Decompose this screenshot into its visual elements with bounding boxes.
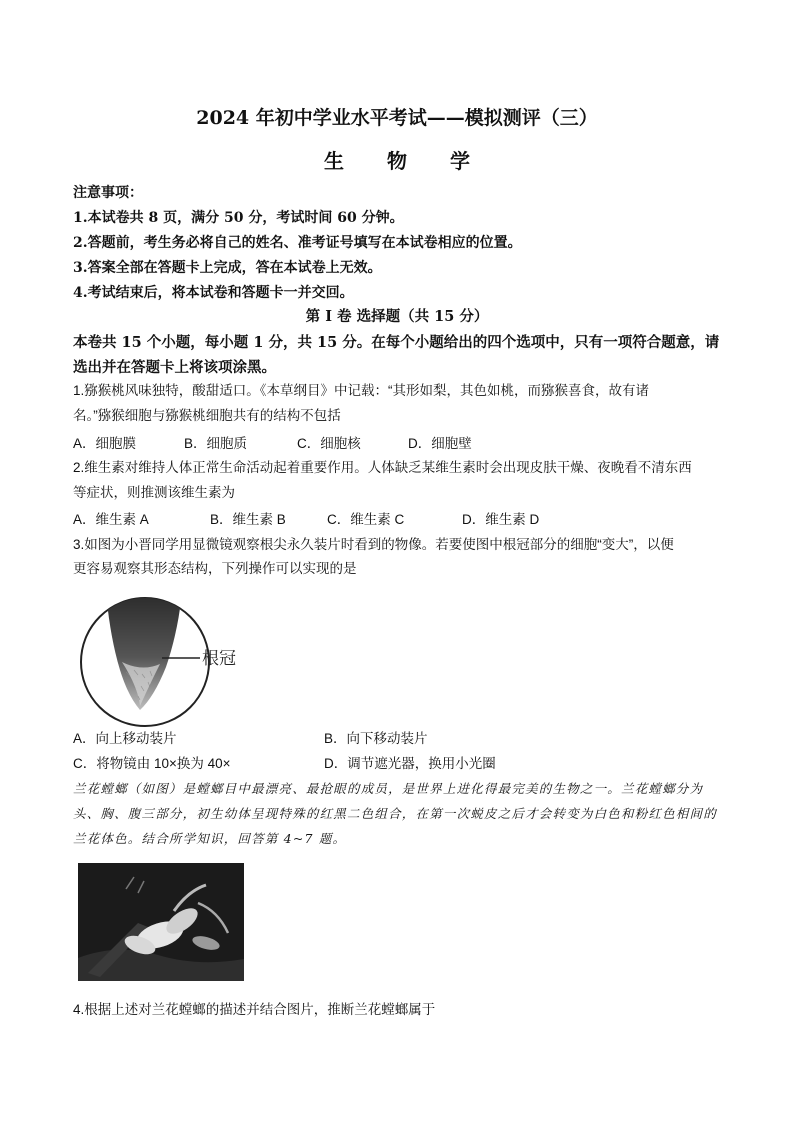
q2-line2: 等症状，则推测该维生素为 — [73, 485, 235, 500]
q1-option-b: B．细胞质 — [184, 436, 248, 451]
q1-option-a: A．细胞膜 — [73, 436, 137, 451]
q2-line1: 2.维生素对维持人体正常生命活动起着重要作用。人体缺乏某维生素时会出现皮肤干燥、夜晚看不清东西 — [73, 460, 692, 475]
mantis-passage: 兰花螳螂（如图）是螳螂目中最漂亮、最抢眼的成员，是世界上进化得最完美的生物之一。兰花螳螂分为头、胸、腹三部分，初生幼体呈现特殊的红黑二色组合，在第一次蜕皮之后才会转变为白色和粉红色相间的兰花体色。结合所学知识，回答第 4~7 题。 — [73, 781, 717, 846]
microscope-view-figure — [78, 592, 248, 732]
subject-title: 生 物 学 — [324, 149, 488, 173]
note-item: 1.本试卷共 8 页，满分 50 分，考试时间 60 分钟。 — [73, 210, 404, 226]
q2-option-c: C．维生素 C — [327, 512, 405, 527]
q1-line2: 名。”猕猴细胞与猕猴桃细胞共有的结构不包括 — [73, 408, 341, 423]
q1-option-c: C．细胞核 — [297, 436, 361, 451]
q3-option-d: D．调节遮光器，换用小光圈 — [324, 756, 496, 771]
q2-option-b: B．维生素 B — [210, 512, 286, 527]
note-item: 2.答题前，考生务必将自己的姓名、准考证号填写在本试卷相应的位置。 — [73, 235, 522, 251]
q3-option-b: B．向下移动装片 — [324, 731, 428, 746]
section-intro: 本卷共 15 个小题，每小题 1 分，共 15 分。在每个小题给出的四个选项中，只有一项符合题意，请选出并在答题卡上将该项涂黑。 — [73, 334, 720, 376]
exam-title: 2024 年初中学业水平考试——模拟测评（三） — [196, 107, 598, 129]
note-item: 4.考试结束后，将本试卷和答题卡一并交回。 — [73, 285, 354, 301]
q2-option-a: A．维生素 A — [73, 512, 149, 527]
q1-line1: 1.猕猴桃风味独特，酸甜适口。《本草纲目》中记载：“其形如梨，其色如桃，而猕猴喜食，故有诸 — [73, 383, 650, 398]
q2-option-d: D．维生素 D — [462, 512, 540, 527]
q3-line2: 更容易观察其形态结构，下列操作可以实现的是 — [73, 561, 357, 576]
notes-block — [73, 181, 522, 306]
q3-line1: 3.如图为小晋同学用显微镜观察根尖永久装片时看到的物像。若要使图中根冠部分的细胞“变大”，以便 — [73, 537, 674, 552]
q4-line1: 4.根据上述对兰花螳螂的描述并结合图片，推断兰花螳螂属于 — [73, 1002, 436, 1017]
q3-option-a: A．向上移动装片 — [73, 731, 177, 746]
note-item: 3.答案全部在答题卡上完成，答在本试卷上无效。 — [73, 260, 382, 276]
figure-label-root-cap: 根冠 — [202, 649, 236, 668]
q3-option-c: C．将物镜由 10×换为 40× — [73, 756, 231, 771]
orchid-mantis-image — [78, 863, 244, 981]
section-title: 第 I 卷 选择题（共 15 分） — [305, 308, 489, 325]
notes-heading: 注意事项： — [73, 185, 143, 201]
orchid-mantis-photo — [78, 863, 244, 981]
q1-option-d: D．细胞壁 — [408, 436, 472, 451]
